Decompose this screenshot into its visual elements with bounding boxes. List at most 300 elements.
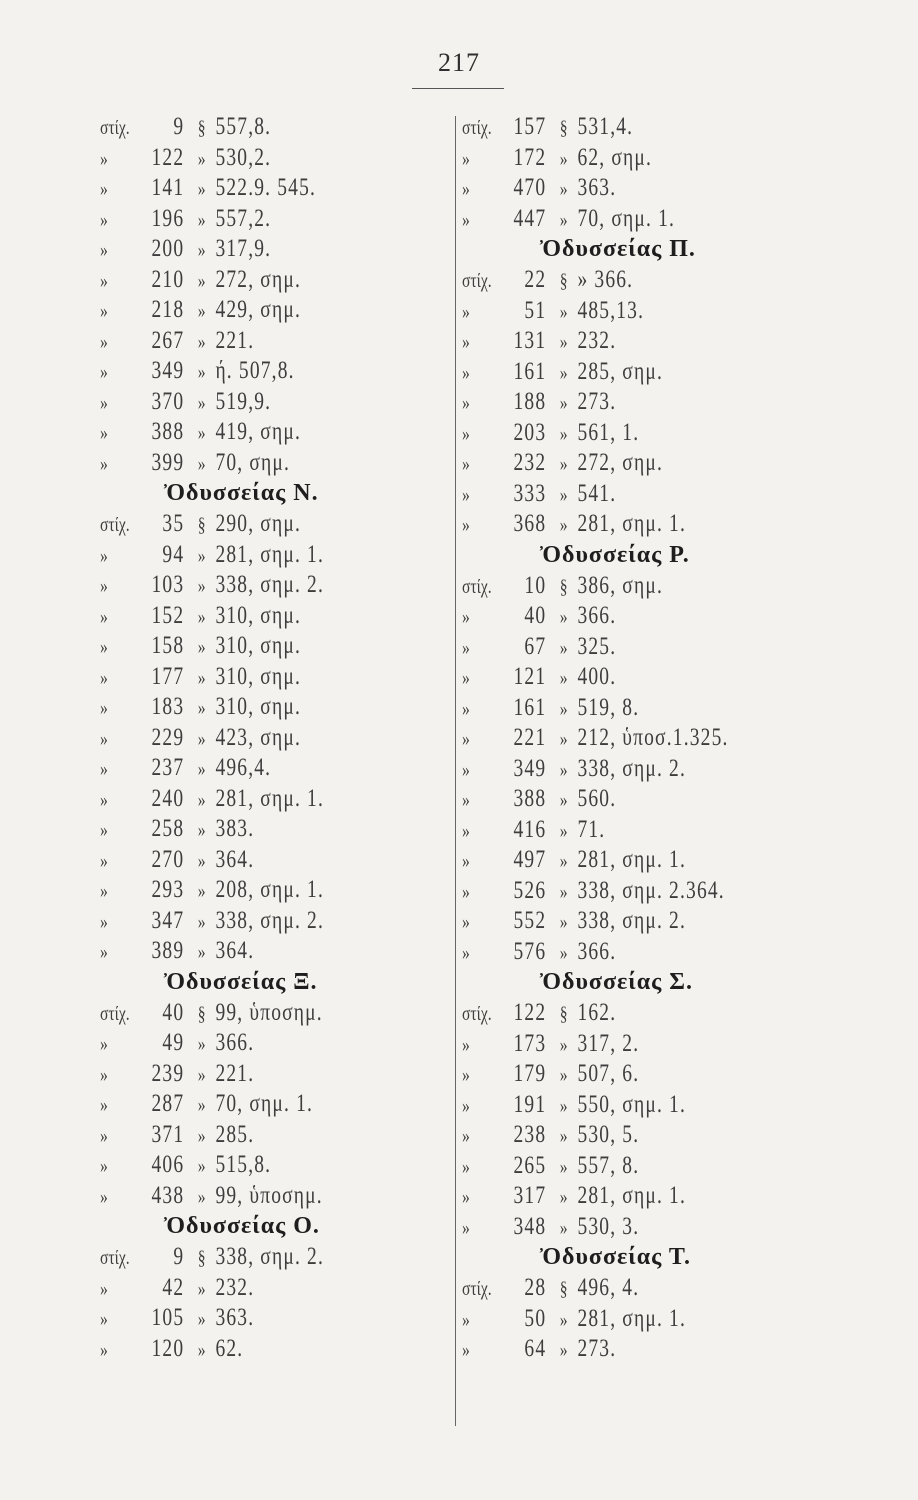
index-entry (462, 1273, 758, 1304)
verse-number: 287 (151, 1090, 185, 1117)
page-reference: 338, σημ. 2. (215, 571, 325, 598)
verse-number: 67 (524, 632, 547, 660)
page-reference: 285. (215, 1120, 255, 1148)
entry-label: » (462, 1216, 470, 1239)
separator-mark: § (559, 1278, 569, 1300)
index-entry (100, 204, 396, 235)
separator-mark: » (559, 392, 569, 414)
page-reference: 325. (577, 632, 617, 660)
verse-number: 131 (513, 327, 547, 354)
verse-number: 347 (151, 906, 185, 934)
index-entry (100, 601, 396, 632)
separator-mark: » (197, 1277, 207, 1300)
page-reference: 366. (215, 1029, 255, 1056)
page-reference: 366. (577, 602, 617, 629)
separator-mark: » (197, 910, 207, 933)
verse-number: 49 (162, 1029, 185, 1056)
separator-mark: » (197, 147, 207, 170)
index-entry (462, 1029, 758, 1060)
separator-mark: » (197, 636, 207, 658)
separator-mark: » (197, 1155, 207, 1177)
verse-number: 240 (151, 784, 185, 812)
separator-mark: » (559, 1155, 569, 1178)
entry-label: » (100, 1185, 108, 1208)
page-reference: 386, σημ. (577, 571, 664, 599)
separator-mark: § (559, 1003, 569, 1025)
verse-number: 389 (151, 937, 185, 964)
index-entry (100, 417, 396, 448)
page-reference: 281, σημ. 1. (577, 1304, 687, 1332)
separator-mark: » (559, 606, 569, 628)
page-reference: 310, σημ. (215, 632, 302, 659)
separator-mark: » (197, 208, 207, 231)
entry-label: » (462, 300, 470, 323)
page-reference: 70, σημ. (215, 448, 291, 476)
entry-label: » (462, 819, 470, 842)
index-entry (462, 1090, 758, 1121)
page-reference: 71. (577, 815, 606, 843)
separator-mark: » (197, 544, 207, 567)
entry-label: » (100, 147, 108, 170)
index-entry (462, 326, 758, 357)
verse-number: 218 (151, 296, 185, 323)
entry-label: » (100, 880, 108, 902)
entry-label: » (462, 1155, 470, 1178)
verse-number: 9 (173, 1243, 185, 1270)
separator-mark: » (197, 605, 207, 628)
page-reference: 366. (577, 937, 617, 965)
separator-mark: § (197, 1247, 207, 1269)
verse-number: 447 (513, 204, 547, 232)
index-entry (462, 815, 758, 846)
separator-mark: » (559, 514, 569, 536)
index-entry (462, 1304, 758, 1335)
separator-mark: » (559, 1216, 569, 1239)
page-reference: » 366. (577, 266, 634, 293)
entry-label: στίχ. (462, 1278, 492, 1300)
index-entry (462, 845, 758, 876)
page-reference: 485,13. (577, 296, 645, 324)
page-reference: 99, ὑποσημ. (215, 998, 323, 1026)
index-entry (100, 112, 396, 143)
page-reference: 429, σημ. (215, 296, 302, 323)
separator-mark: » (197, 330, 207, 353)
index-entry (100, 723, 396, 754)
entry-label: » (462, 880, 470, 903)
index-entry (100, 1273, 396, 1304)
separator-mark: » (559, 636, 569, 659)
page-reference: 364. (215, 937, 255, 964)
entry-label: στίχ. (462, 117, 492, 139)
page-reference: 310, σημ. (215, 601, 302, 629)
entry-label: » (462, 392, 470, 414)
left-column (100, 112, 480, 1364)
separator-mark: » (197, 1063, 207, 1086)
page-reference: 557,8. (215, 113, 272, 140)
entry-label: » (462, 1186, 470, 1208)
index-entry (462, 754, 758, 785)
entry-label: » (100, 788, 108, 811)
verse-number: 10 (524, 571, 547, 599)
index-entry (462, 937, 758, 968)
page-reference: 423, σημ. (215, 723, 302, 751)
page-reference: 162. (577, 999, 617, 1026)
entry-label: » (462, 1308, 470, 1331)
index-entry (100, 998, 396, 1029)
entry-label: στίχ. (100, 1002, 130, 1025)
index-entry (100, 1303, 396, 1334)
index-entry (100, 143, 396, 174)
page-reference: 507, 6. (577, 1060, 640, 1087)
verse-number: 371 (151, 1120, 185, 1148)
index-entry (462, 1181, 758, 1212)
entry-label: » (100, 910, 108, 933)
verse-number: 94 (162, 540, 185, 568)
verse-number: 179 (513, 1060, 547, 1087)
page-reference: 281, σημ. 1. (577, 1182, 687, 1209)
verse-number: 35 (162, 510, 185, 537)
section-heading: Ὀδυσσείας Σ. (540, 969, 693, 995)
index-entry (462, 1120, 758, 1151)
index-entry (462, 1059, 758, 1090)
index-entry (100, 173, 396, 204)
index-entry (100, 936, 396, 967)
verse-number: 51 (524, 296, 547, 324)
verse-number: 158 (151, 632, 185, 659)
index-entry (462, 662, 758, 693)
page-reference: 550, σημ. 1. (577, 1090, 687, 1118)
entry-label: » (462, 667, 470, 689)
page-reference: 338, σημ. 2.364. (577, 876, 725, 904)
entry-label: » (100, 1124, 108, 1147)
page-reference: 232. (215, 1273, 255, 1301)
entry-label: » (100, 849, 108, 872)
page-reference: 363. (215, 1304, 255, 1331)
entry-label: » (100, 422, 108, 444)
verse-number: 270 (151, 845, 185, 873)
verse-number: 229 (151, 723, 185, 751)
separator-mark: » (197, 880, 207, 902)
entry-label: » (462, 422, 470, 445)
entry-label: στίχ. (100, 1247, 130, 1269)
separator-mark: » (559, 819, 569, 842)
separator-mark: » (559, 667, 569, 689)
page-reference: 99, ὑποσημ. (215, 1181, 323, 1209)
verse-number: 177 (151, 662, 185, 690)
verse-number: 28 (524, 1274, 547, 1301)
separator-mark: » (197, 697, 207, 719)
separator-mark: » (559, 1339, 569, 1361)
verse-number: 317 (513, 1182, 547, 1209)
separator-mark: » (197, 239, 207, 261)
page-reference: 496,4. (215, 754, 272, 781)
section-heading: Ὀδυσσείας Ρ. (540, 541, 690, 568)
page-reference: 221. (215, 1059, 255, 1087)
entry-label: » (462, 911, 470, 933)
index-entry (462, 876, 758, 907)
page-reference: 519,9. (215, 387, 272, 415)
verse-number: 576 (513, 937, 547, 965)
separator-mark: » (197, 391, 207, 414)
entry-label: » (462, 941, 470, 964)
verse-number: 210 (151, 265, 185, 293)
separator-mark: » (559, 1094, 569, 1117)
index-entry (100, 906, 396, 937)
page-reference: 232. (577, 327, 617, 354)
verse-number: 122 (513, 999, 547, 1026)
page-reference: 561, 1. (577, 418, 640, 446)
page-reference: 272, σημ. (577, 449, 664, 476)
verse-number: 258 (151, 815, 185, 842)
entry-label: » (100, 1094, 108, 1116)
verse-number: 161 (513, 693, 547, 721)
page-reference: 70, σημ. 1. (215, 1090, 314, 1117)
separator-mark: » (559, 728, 569, 750)
index-entry (462, 173, 758, 204)
verse-number: 470 (513, 174, 547, 201)
index-entry (100, 448, 396, 479)
page-reference: 419, σημ. (215, 418, 302, 445)
right-column (462, 112, 842, 1365)
separator-mark: » (559, 697, 569, 720)
verse-number: 183 (151, 693, 185, 720)
index-entry (462, 723, 758, 754)
verse-number: 40 (162, 998, 185, 1026)
entry-label: στίχ. (462, 270, 492, 292)
verse-number: 526 (513, 876, 547, 904)
page-reference: 338, σημ. 2. (215, 906, 325, 934)
page-number: 217 (438, 48, 480, 77)
separator-mark: » (559, 331, 569, 353)
separator-mark: » (559, 453, 569, 475)
page-reference: 338, σημ. 2. (215, 1243, 325, 1270)
entry-label: » (100, 239, 108, 261)
index-entry (100, 784, 396, 815)
page-reference: 212, ὑποσ.1.325. (577, 724, 729, 751)
section-heading: Ὀδυσσείας Π. (540, 236, 696, 262)
separator-mark: » (559, 850, 569, 872)
page-reference: 338, σημ. 2. (577, 907, 687, 934)
verse-number: 40 (524, 602, 547, 629)
index-entry (100, 1150, 396, 1181)
verse-number: 200 (151, 235, 185, 262)
index-entry (100, 753, 396, 784)
verse-number: 265 (513, 1151, 547, 1179)
verse-number: 552 (513, 907, 547, 934)
entry-label: » (100, 758, 108, 780)
index-entry (462, 265, 758, 296)
verse-number: 141 (151, 174, 185, 201)
entry-label: » (100, 391, 108, 414)
entry-label: στίχ. (100, 117, 130, 139)
page-number-rule (412, 88, 504, 89)
index-entry (100, 509, 396, 540)
entry-label: » (462, 1033, 470, 1056)
page-reference: 531,4. (577, 113, 634, 140)
separator-mark: » (197, 361, 207, 383)
verse-number: 173 (513, 1029, 547, 1057)
index-entry (100, 692, 396, 723)
index-entry (100, 1028, 396, 1059)
page-reference: 541. (577, 479, 617, 507)
index-entry (462, 571, 758, 602)
index-entry (462, 632, 758, 663)
page-reference: 338, σημ. 2. (577, 754, 687, 782)
verse-number: 120 (151, 1334, 185, 1362)
entry-label: » (462, 331, 470, 353)
separator-mark: » (559, 880, 569, 903)
entry-label: » (100, 1033, 108, 1055)
verse-number: 105 (151, 1304, 185, 1331)
entry-label: » (100, 269, 108, 292)
verse-number: 267 (151, 326, 185, 354)
verse-number: 438 (151, 1181, 185, 1209)
entry-label: » (462, 728, 470, 750)
separator-mark: » (559, 483, 569, 506)
verse-number: 157 (513, 113, 547, 140)
entry-label: » (462, 178, 470, 200)
page-reference: 400. (577, 663, 617, 690)
separator-mark: » (197, 178, 207, 200)
verse-number: 191 (513, 1090, 547, 1118)
separator-mark: » (197, 666, 207, 689)
separator-mark: » (197, 575, 207, 597)
separator-mark: » (197, 269, 207, 292)
verse-number: 416 (513, 815, 547, 843)
separator-mark: » (559, 758, 569, 781)
entry-label: » (462, 1064, 470, 1086)
index-entry (462, 387, 758, 418)
separator-mark: » (559, 147, 569, 170)
entry-label: » (100, 1277, 108, 1300)
index-entry (100, 1120, 396, 1151)
page-reference: 62. (215, 1334, 244, 1362)
separator-mark: » (197, 1124, 207, 1147)
page-reference: 208, σημ. 1. (215, 876, 325, 903)
index-entry (462, 784, 758, 815)
separator-mark: » (197, 1308, 207, 1330)
page-reference: 310, σημ. (215, 693, 302, 720)
separator-mark: » (559, 1064, 569, 1086)
index-entry (100, 387, 396, 418)
entry-label: » (100, 1308, 108, 1330)
separator-mark: » (197, 758, 207, 780)
entry-label: » (462, 606, 470, 628)
entry-label: στίχ. (462, 1003, 492, 1025)
index-entry (100, 356, 396, 387)
entry-label: » (100, 605, 108, 628)
verse-number: 221 (513, 724, 547, 751)
index-entry (100, 875, 396, 906)
entry-label: » (100, 452, 108, 475)
verse-number: 497 (513, 846, 547, 873)
entry-label: » (100, 1155, 108, 1177)
index-entry (462, 357, 758, 388)
entry-label: » (462, 514, 470, 536)
entry-label: » (100, 819, 108, 841)
entry-label: στίχ. (100, 514, 130, 536)
verse-number: 349 (513, 754, 547, 782)
entry-label: » (100, 361, 108, 383)
page-reference: 221. (215, 326, 255, 354)
separator-mark: § (559, 117, 569, 139)
index-entry (462, 1334, 758, 1365)
separator-mark: » (559, 1186, 569, 1208)
separator-mark: » (197, 727, 207, 750)
entry-label: » (100, 544, 108, 567)
column-divider (455, 116, 456, 1426)
verse-number: 64 (524, 1335, 547, 1362)
index-entry (100, 1334, 396, 1365)
index-entry (100, 265, 396, 296)
separator-mark: » (559, 1308, 569, 1331)
verse-number: 42 (162, 1273, 185, 1301)
page-reference: 530, 5. (577, 1121, 640, 1148)
verse-number: 172 (513, 143, 547, 171)
index-entry (462, 509, 758, 540)
separator-mark: » (559, 178, 569, 200)
page-reference: 515,8. (215, 1151, 272, 1178)
entry-label: » (462, 453, 470, 475)
index-entry (100, 845, 396, 876)
entry-label: » (100, 208, 108, 231)
verse-number: 232 (513, 449, 547, 476)
entry-label: » (100, 941, 108, 963)
entry-label: » (462, 1094, 470, 1117)
index-entry (462, 479, 758, 510)
section-heading: Ὀδυσσείας Ν. (164, 480, 319, 506)
page-reference: 290, σημ. (215, 510, 302, 537)
index-entry (462, 693, 758, 724)
page-reference: 519, 8. (577, 693, 640, 721)
entry-label: στίχ. (462, 575, 492, 598)
index-entry (100, 631, 396, 662)
page-reference: 62, σημ. (577, 143, 653, 171)
verse-number: 293 (151, 876, 185, 903)
page-reference: 557, 8. (577, 1151, 640, 1179)
page-reference: 557,2. (215, 204, 272, 232)
entry-label: » (100, 178, 108, 200)
index-entry (462, 112, 758, 143)
separator-mark: » (559, 911, 569, 933)
separator-mark: » (559, 1033, 569, 1056)
page-reference: 317, 2. (577, 1029, 640, 1057)
entry-label: » (462, 147, 470, 170)
entry-label: » (100, 727, 108, 750)
separator-mark: » (559, 941, 569, 964)
separator-mark: § (197, 117, 207, 139)
verse-number: 196 (151, 204, 185, 232)
verse-number: 121 (513, 663, 547, 690)
index-entry (100, 234, 396, 265)
entry-label: » (100, 330, 108, 353)
section-heading: Ὀδυσσείας Ξ. (164, 968, 318, 995)
index-entry (462, 1151, 758, 1182)
page-reference: 285, σημ. (577, 357, 664, 385)
section-heading: Ὀδυσσείας Τ. (540, 1244, 692, 1270)
index-entry (462, 601, 758, 632)
entry-label: » (100, 1338, 108, 1361)
verse-number: 239 (151, 1059, 185, 1087)
verse-number: 152 (151, 601, 185, 629)
index-entry (462, 1212, 758, 1243)
page-reference: 281, σημ. 1. (215, 784, 325, 812)
verse-number: 370 (151, 387, 185, 415)
entry-label: » (100, 636, 108, 658)
separator-mark: » (197, 300, 207, 322)
separator-mark: » (197, 849, 207, 872)
section-heading: Ὀδυσσείας Ο. (164, 1213, 320, 1239)
